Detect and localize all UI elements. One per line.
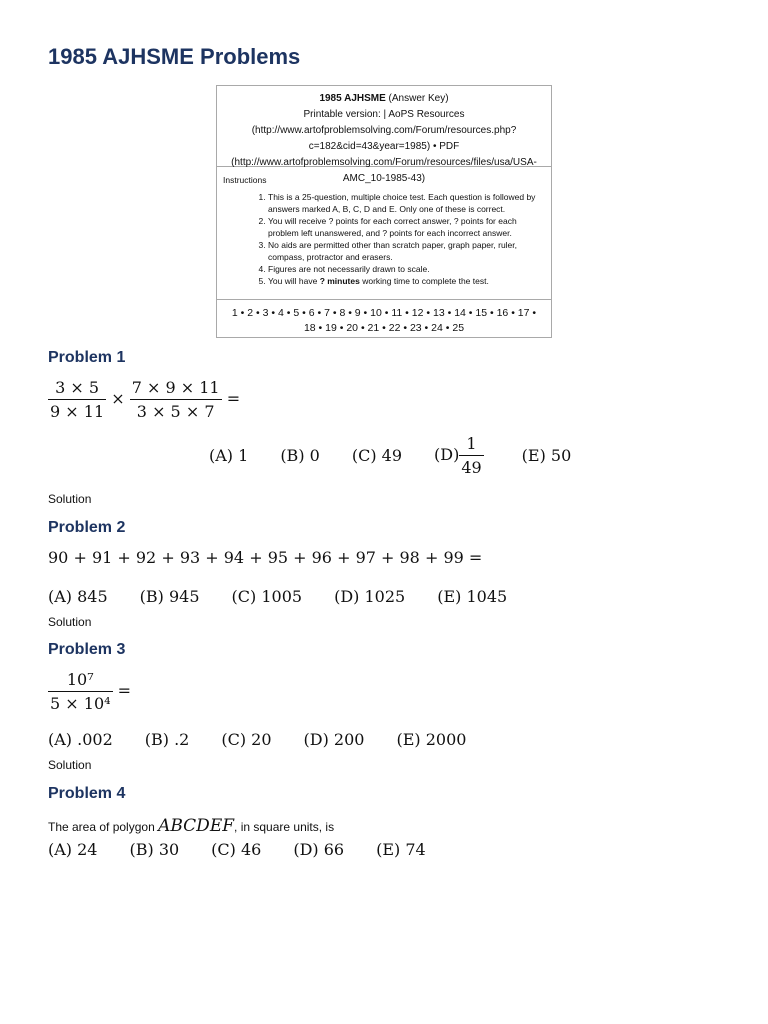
fraction-numerator: 1: [459, 434, 483, 456]
fraction-numerator: 10⁷: [48, 670, 113, 692]
choice-label: (D): [434, 445, 460, 464]
nav-separator: •: [402, 307, 412, 319]
problem-nav-link[interactable]: 9: [354, 307, 361, 319]
problem-navigation: [217, 300, 551, 336]
solution-link[interactable]: Solution: [48, 615, 92, 629]
nav-separator: •: [329, 307, 340, 319]
choice-d: (D) 200: [303, 730, 365, 749]
problem-nav-link[interactable]: 17: [517, 307, 530, 319]
nav-separator: •: [314, 307, 325, 319]
nav-separator: •: [465, 307, 476, 319]
instruction-item: 4. Figures are not necessarily drawn to scale.: [268, 263, 545, 275]
choice-e: (E) 1045: [437, 587, 508, 606]
instruction-bold: ? minutes: [319, 276, 360, 286]
problem-nav-link[interactable]: 22: [388, 322, 401, 334]
nav-separator: •: [299, 307, 309, 319]
instruction-text: You will have: [268, 276, 318, 286]
nav-separator: •: [360, 307, 371, 319]
choice-a: (A) 1: [209, 446, 249, 465]
equals-sign: =: [117, 681, 132, 700]
choice-c: (C) 49: [351, 446, 402, 465]
nav-separator: •: [315, 322, 326, 334]
nav-separator: •: [442, 322, 453, 334]
problem-1-expression: [48, 378, 240, 421]
problem-4-text: [48, 816, 334, 836]
solution-link[interactable]: Solution: [48, 492, 92, 506]
infobox-heading: 1985 AJHSME: [319, 93, 386, 104]
problem-nav-link[interactable]: 6: [308, 307, 315, 319]
choice-a: (A) 845: [48, 587, 108, 606]
instruction-item: 1. This is a 25-question, multiple choice test. Each question is followed by answers marked A, B, C, D and E. Only one of these is correct.: [268, 191, 545, 215]
problem-nav-link[interactable]: 7: [324, 307, 330, 319]
problem-3-choices: [48, 730, 466, 749]
problem-3-heading: Problem 3: [48, 641, 126, 658]
instructions-label: Instructions: [223, 175, 267, 185]
problem-3-expression: [48, 670, 131, 713]
problem-nav-link[interactable]: 13: [432, 307, 445, 319]
problem-nav-link[interactable]: 24: [431, 322, 443, 334]
problem-nav-link[interactable]: 16: [496, 307, 509, 319]
fraction-denominator: 49: [461, 458, 482, 477]
fraction-denominator: 5 × 10⁴: [50, 694, 111, 713]
page-title: 1985 AJHSME Problems: [48, 44, 301, 69]
problem-nav-link[interactable]: 2: [247, 307, 254, 319]
nav-separator: •: [345, 307, 355, 319]
fraction: [459, 434, 483, 477]
problem-nav-link[interactable]: 14: [454, 307, 466, 319]
instructions-list: [223, 191, 545, 287]
nav-separator: •: [237, 307, 248, 319]
problem-nav-link[interactable]: 19: [325, 322, 337, 334]
choice-c: (C) 1005: [231, 587, 303, 606]
problem-nav-link[interactable]: 10: [370, 307, 382, 319]
problem-nav-link[interactable]: 4: [278, 307, 284, 319]
choice-a: (A) .002: [48, 730, 113, 749]
problem-text: The area of polygon: [48, 820, 155, 834]
choice-e: (E) 50: [521, 446, 572, 465]
choice-e: (E) 2000: [396, 730, 467, 749]
nav-separator: •: [379, 322, 389, 334]
problem-2-choices: [48, 587, 507, 606]
problem-nav-link[interactable]: 15: [475, 307, 488, 319]
problem-nav-link[interactable]: 1: [231, 307, 238, 319]
choice-a: (A) 24: [48, 840, 98, 859]
nav-separator: •: [508, 307, 518, 319]
nav-separator: •: [400, 322, 410, 334]
choice-d: (D) 66: [293, 840, 345, 859]
nav-separator: •: [421, 322, 432, 334]
answer-key-link[interactable]: (Answer Key): [388, 93, 449, 104]
choice-d: [434, 434, 484, 477]
problem-nav-link[interactable]: 11: [391, 307, 403, 319]
problem-1-heading: Problem 1: [48, 349, 126, 366]
nav-separator: •: [381, 307, 392, 319]
choice-b: (B) 30: [129, 840, 180, 859]
equals-sign: =: [226, 389, 241, 408]
problem-nav-link[interactable]: 5: [293, 307, 300, 319]
fraction-denominator: 9 × 11: [50, 402, 105, 421]
problem-nav-link[interactable]: 25: [452, 322, 465, 334]
choice-c: (C) 46: [211, 840, 262, 859]
problem-2-expression: 90 + 91 + 92 + 93 + 94 + 95 + 96 + 97 + 98 + 99 =: [48, 548, 483, 567]
nav-separator: •: [268, 307, 278, 319]
problem-nav-link[interactable]: 21: [367, 322, 380, 334]
instruction-text: working time to complete the test.: [362, 276, 489, 286]
nav-separator: •: [358, 322, 368, 334]
instruction-item: 3. No aids are permitted other than scratch paper, graph paper, ruler, compass, protractor and erasers.: [268, 239, 545, 263]
fraction: [130, 378, 222, 421]
fraction-denominator: 3 × 5 × 7: [136, 402, 215, 421]
nav-separator: •: [253, 307, 263, 319]
nav-separator: •: [444, 307, 455, 319]
problem-nav-link[interactable]: 3: [262, 307, 269, 319]
fraction: [48, 670, 113, 713]
solution-link[interactable]: Solution: [48, 758, 92, 772]
problem-nav-link[interactable]: 23: [409, 322, 422, 334]
nav-separator: •: [529, 307, 537, 319]
choice-e: (E) 74: [376, 840, 426, 859]
choice-b: (B) 0: [280, 446, 320, 465]
choice-c: (C) 20: [221, 730, 272, 749]
problem-nav-link[interactable]: 8: [339, 307, 346, 319]
problem-text: , in square units, is: [234, 820, 335, 834]
fraction-numerator: 7 × 9 × 11: [130, 378, 222, 400]
problem-1-choices: [209, 434, 571, 477]
problem-nav-link[interactable]: 20: [346, 322, 359, 334]
resource-links[interactable]: Printable version: | AoPS Resources (http://www.artofproblemsolving.com/Forum/resources.php?c=182&cid=43&year=1985) • PDF (http://www.artofproblemsolving.com/Forum/resources/files/usa/USA-AMC_10-1985-43): [231, 109, 537, 184]
nav-separator: •: [283, 307, 294, 319]
problem-4-choices: [48, 840, 426, 859]
problem-nav-link[interactable]: 12: [411, 307, 424, 319]
choice-d: (D) 1025: [334, 587, 406, 606]
nav-separator: •: [487, 307, 497, 319]
polygon-name: ABCDEF: [158, 816, 235, 836]
choice-b: (B) 945: [139, 587, 200, 606]
choice-b: (B) .2: [144, 730, 190, 749]
instruction-item: [268, 275, 545, 287]
nav-separator: •: [336, 322, 347, 334]
fraction: [48, 378, 106, 421]
problem-nav-link[interactable]: 18: [303, 322, 316, 334]
nav-separator: •: [423, 307, 433, 319]
instruction-item: 2. You will receive ? points for each correct answer, ? points for each problem left unanswered, and ? points for each incorrect answer.: [268, 215, 545, 239]
times-sign: ×: [111, 389, 125, 408]
problem-2-heading: Problem 2: [48, 519, 126, 536]
test-info-box: [216, 85, 552, 338]
fraction-numerator: 3 × 5: [48, 378, 106, 400]
problem-4-heading: Problem 4: [48, 785, 126, 802]
